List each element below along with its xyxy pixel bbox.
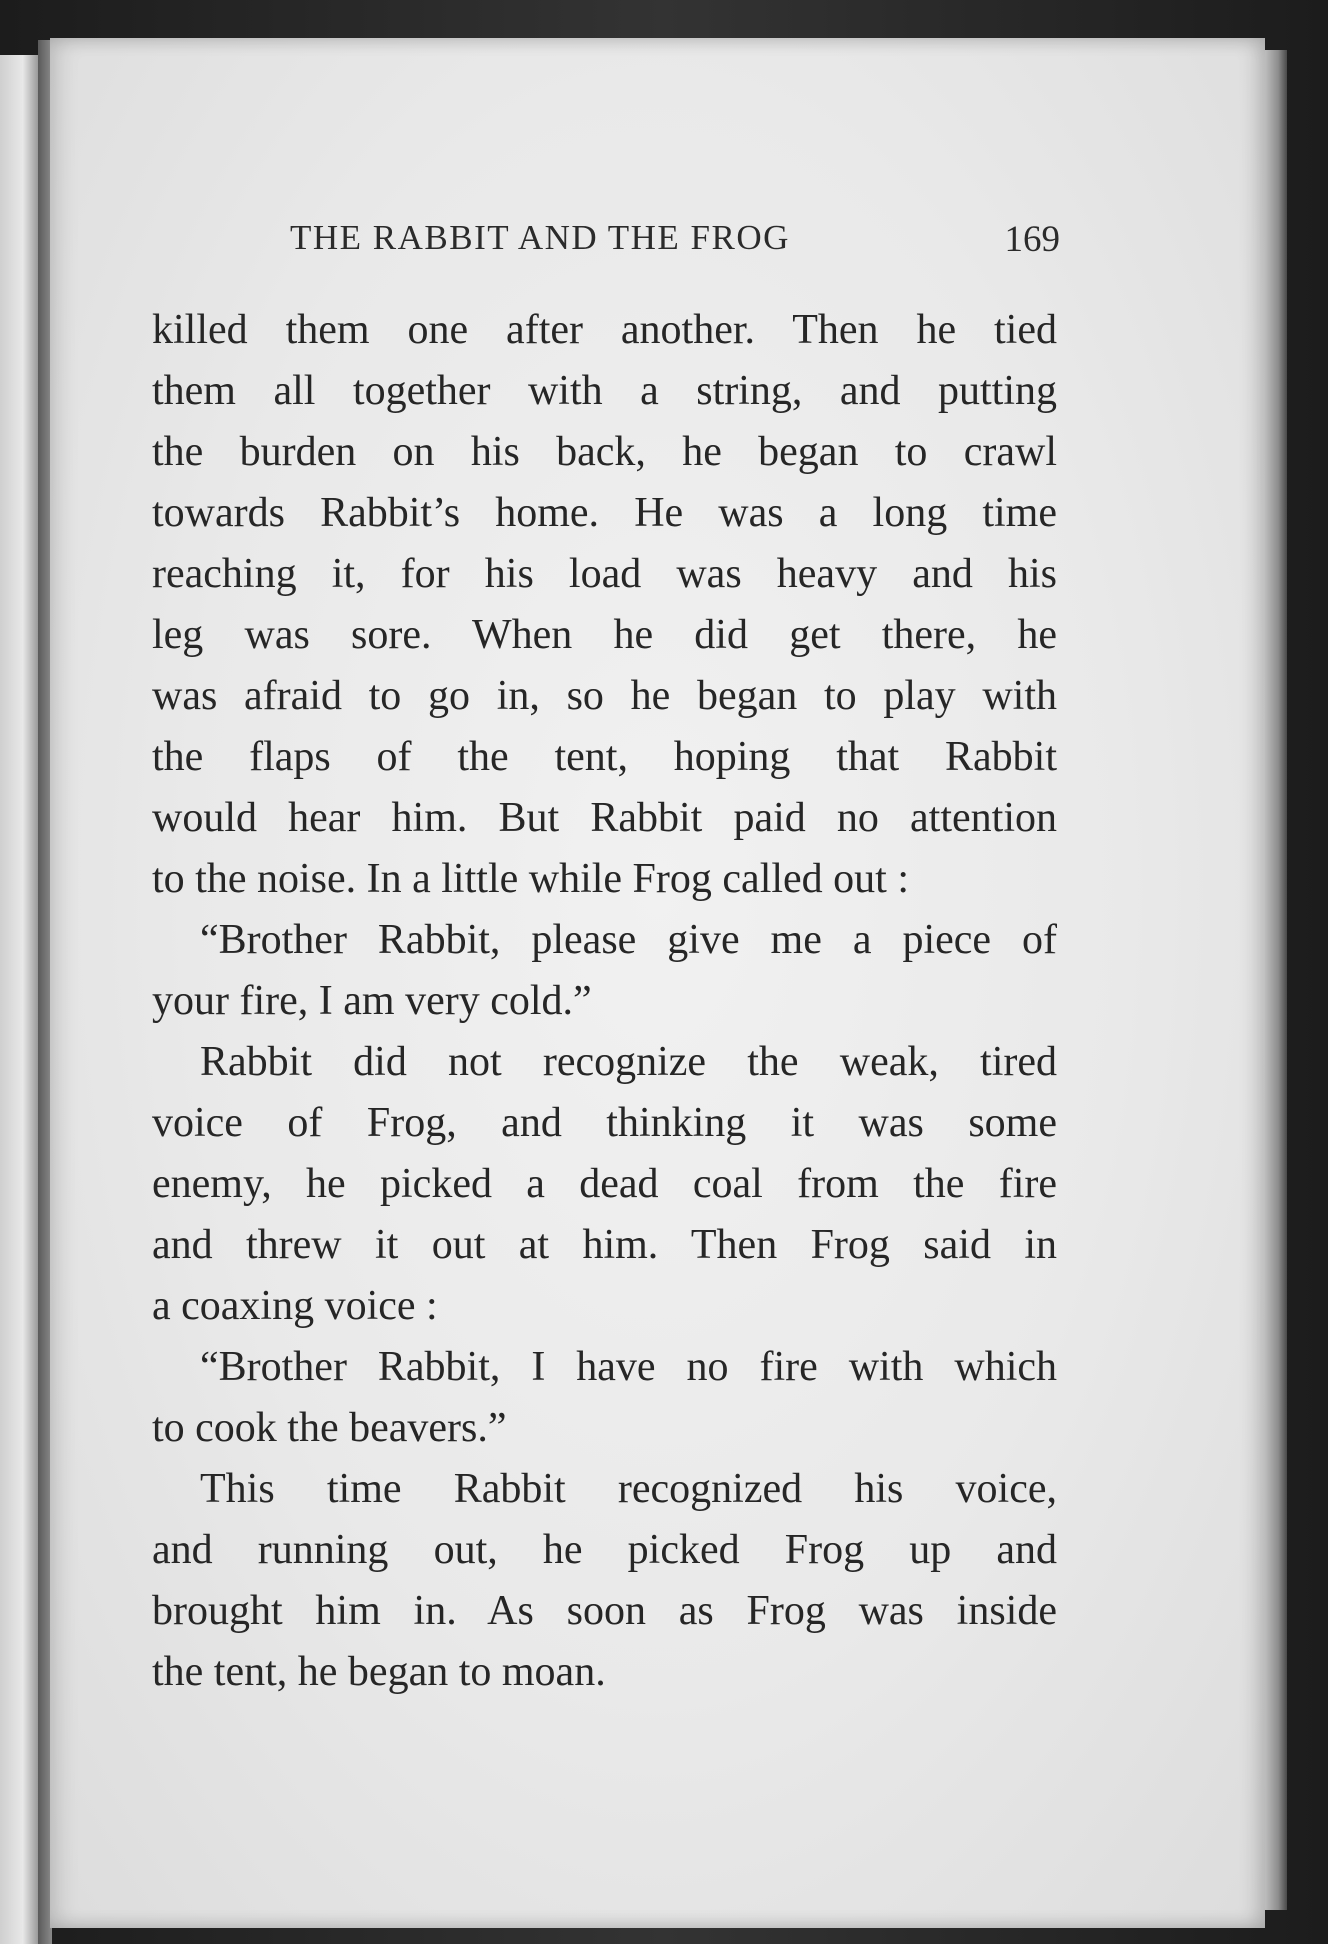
text-line: and threw it out at him. Then Frog said in bbox=[152, 1222, 1057, 1268]
facing-page-edge bbox=[0, 55, 38, 1944]
text-line: the tent, he began to moan. bbox=[152, 1649, 606, 1695]
text-line: and running out, he picked Frog up and bbox=[152, 1527, 1057, 1573]
text-line: your fire, I am very cold.” bbox=[152, 978, 592, 1024]
running-head-title: THE RABBIT AND THE FROG bbox=[290, 218, 790, 257]
text-line: a coaxing voice : bbox=[152, 1283, 438, 1329]
text-line: to the noise. In a little while Frog called out : bbox=[152, 856, 910, 902]
text-line: the flaps of the tent, hoping that Rabbit bbox=[152, 734, 1057, 780]
text-line: them all together with a string, and putting bbox=[152, 368, 1057, 414]
text-line: towards Rabbit’s home. He was a long time bbox=[152, 490, 1057, 536]
page-number: 169 bbox=[1004, 219, 1060, 260]
text-line: killed them one after another. Then he tied bbox=[152, 307, 1057, 353]
text-line: This time Rabbit recognized his voice, bbox=[200, 1466, 1057, 1512]
text-line: would hear him. But Rabbit paid no attention bbox=[152, 795, 1057, 841]
text-line: brought him in. As soon as Frog was inside bbox=[152, 1588, 1057, 1634]
body-text bbox=[152, 300, 1057, 1703]
text-line: Rabbit did not recognize the weak, tired bbox=[200, 1039, 1057, 1085]
text-line: was afraid to go in, so he began to play with bbox=[152, 673, 1057, 719]
text-line: leg was sore. When he did get there, he bbox=[152, 612, 1057, 658]
page-fore-edge bbox=[1265, 50, 1287, 1910]
running-head bbox=[270, 218, 1060, 268]
text-line: “Brother Rabbit, please give me a piece of bbox=[200, 917, 1057, 963]
text-line: the burden on his back, he began to crawl bbox=[152, 429, 1057, 475]
text-line: to cook the beavers.” bbox=[152, 1405, 507, 1451]
text-line: reaching it, for his load was heavy and his bbox=[152, 551, 1057, 597]
text-line: enemy, he picked a dead coal from the fire bbox=[152, 1161, 1057, 1207]
text-line: voice of Frog, and thinking it was some bbox=[152, 1100, 1057, 1146]
text-line: “Brother Rabbit, I have no fire with which bbox=[200, 1344, 1057, 1390]
